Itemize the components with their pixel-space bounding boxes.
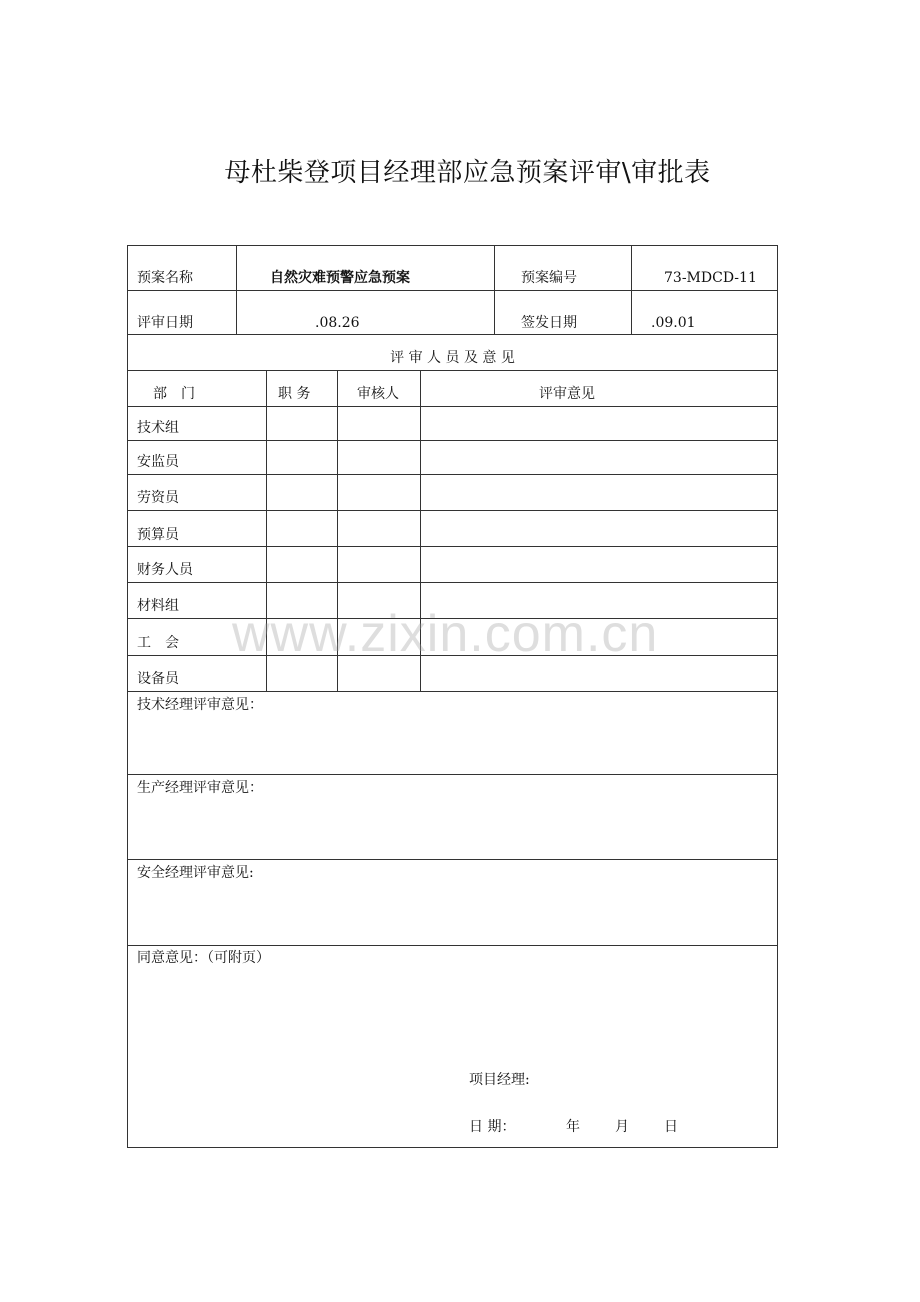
sign-date-label: 日 期：: [469, 1119, 516, 1135]
department-cell: 财务人员: [137, 562, 193, 578]
col-divider: [631, 245, 632, 334]
plan-no-value: 73-MDCD-11: [664, 270, 757, 286]
row-divider: [127, 334, 778, 335]
column-header-position: 职 务: [278, 386, 311, 402]
column-header-opinion: 评审意见: [539, 386, 595, 402]
department-cell: 劳资员: [137, 490, 179, 506]
plan-name-label: 预案名称: [137, 270, 193, 286]
row-divider: [127, 440, 778, 441]
column-header-reviewer: 审核人: [357, 386, 399, 402]
row-divider: [127, 474, 778, 475]
review-date-value: .08.26: [315, 315, 360, 331]
department-cell: 设备员: [137, 671, 179, 687]
watermark: www.zixin.com.cn: [232, 605, 659, 663]
column-header-department: 部 门: [153, 386, 195, 402]
plan-no-label: 预案编号: [521, 270, 577, 286]
row-divider: [127, 774, 778, 775]
col-divider: [236, 245, 237, 334]
row-divider: [127, 859, 778, 860]
page-title: 母杜柴登项目经理部应急预案评审\审批表: [224, 158, 711, 188]
row-divider: [127, 510, 778, 511]
section-title: 评 审 人 员 及 意 见: [390, 350, 515, 366]
department-cell: 工 会: [137, 635, 179, 651]
tech-manager-opinion-label: 技术经理评审意见：: [137, 697, 263, 713]
issue-date-label: 签发日期: [521, 315, 577, 331]
sign-year-label: 年: [566, 1119, 580, 1135]
row-divider: [127, 691, 778, 692]
department-cell: 预算员: [137, 527, 179, 543]
row-divider: [127, 546, 778, 547]
sign-day-label: 日: [664, 1119, 678, 1135]
safety-manager-opinion-label: 安全经理评审意见:: [137, 865, 254, 881]
approval-form: [127, 245, 777, 1147]
row-divider: [127, 655, 778, 656]
row-divider: [127, 290, 778, 291]
row-divider: [127, 618, 778, 619]
issue-date-value: .09.01: [651, 315, 696, 331]
review-date-label: 评审日期: [137, 315, 193, 331]
production-manager-opinion-label: 生产经理评审意见：: [137, 780, 263, 796]
col-divider: [494, 245, 495, 334]
row-divider: [127, 406, 778, 407]
col-divider: [337, 370, 338, 691]
col-divider: [266, 370, 267, 691]
department-cell: 材料组: [137, 598, 179, 614]
department-cell: 安监员: [137, 454, 179, 470]
row-divider: [127, 370, 778, 371]
project-manager-label: 项目经理:: [469, 1072, 530, 1088]
plan-name-value: 自然灾难预警应急预案: [270, 270, 410, 286]
sign-month-label: 月: [615, 1119, 629, 1135]
approval-opinion-label: 同意意见：（可附页）: [137, 950, 270, 966]
col-divider: [420, 370, 421, 691]
department-cell: 技术组: [137, 420, 179, 436]
row-divider: [127, 582, 778, 583]
row-divider: [127, 945, 778, 946]
